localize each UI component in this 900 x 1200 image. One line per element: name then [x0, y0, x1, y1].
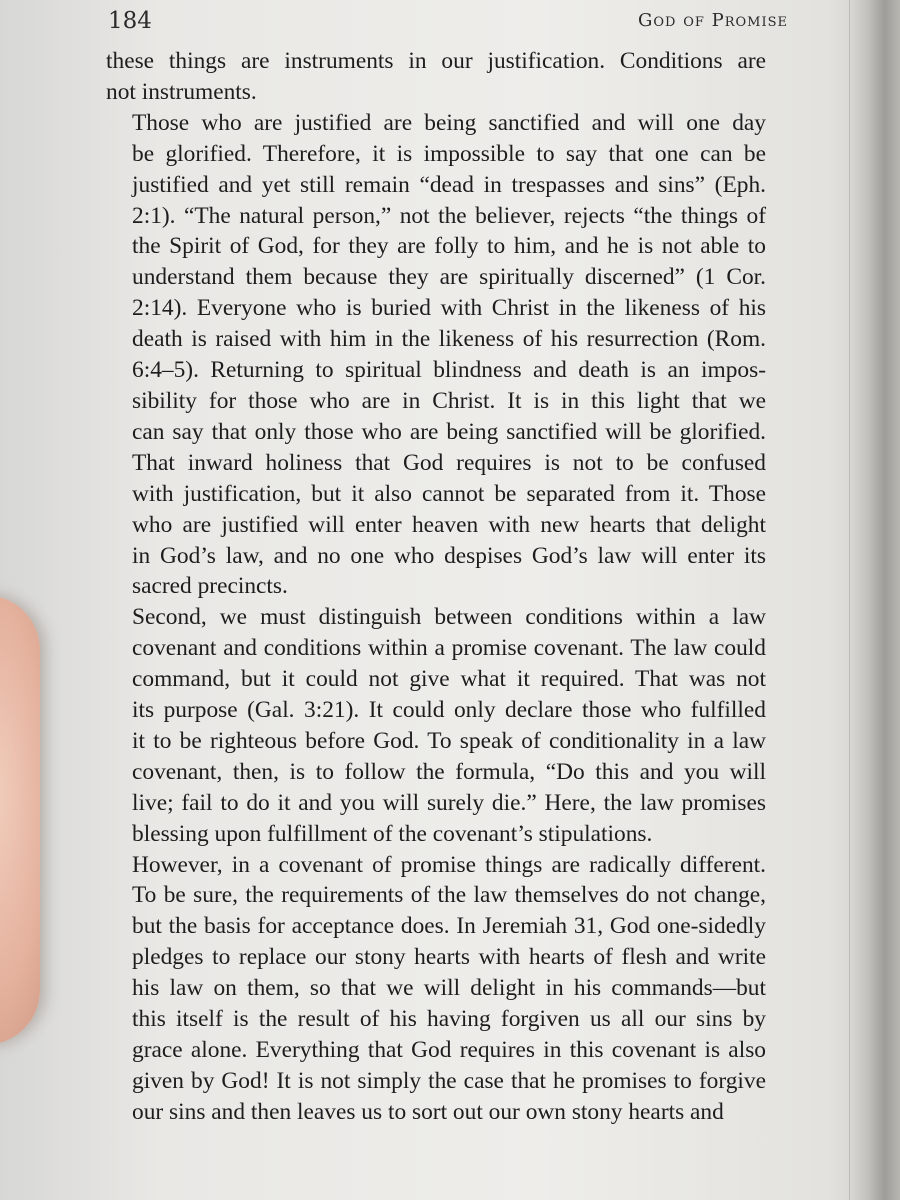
text-line: given by God! It is not simply the case that he promises to forgive	[132, 1067, 766, 1094]
text-line: be glorified. Therefore, it is impossible to say that one can be	[132, 140, 766, 167]
text-line: command, but it could not give what it required. That was not	[132, 666, 766, 693]
page-header	[108, 4, 788, 40]
text-line: sacred precincts.	[132, 573, 288, 600]
text-line: grace alone. Everything that God requires in this covenant is also	[132, 1037, 766, 1063]
text-line: his law on them, so that we will delight in his commands—but	[132, 975, 766, 1002]
text-line: covenant and conditions within a promise covenant. The law could	[132, 635, 766, 662]
text-line: live; fail to do it and you will surely die.” Here, the law promises	[132, 789, 766, 816]
text-line: its purpose (Gal. 3:21). It could only declare those who fulfilled	[132, 697, 766, 724]
text-line: pledges to replace our stony hearts with hearts of flesh and write	[132, 944, 766, 971]
text-line: justified and yet still remain “dead in trespasses and sins” (Eph.	[132, 171, 766, 198]
text-line: not instruments.	[106, 78, 257, 105]
text-line: who are justified will enter heaven with new hearts that delight	[132, 511, 766, 538]
text-line: 2:1). “The natural person,” not the believer, rejects “the things of	[132, 202, 766, 229]
paragraph	[106, 46, 766, 108]
paragraph	[106, 108, 766, 603]
text-line: Those who are justified are being sanctified and will one day	[132, 109, 766, 136]
paragraph	[106, 850, 766, 1128]
text-line: understand them because they are spiritually discerned” (1 Cor.	[132, 264, 766, 291]
text-line: However, in a covenant of promise things are radically different.	[132, 851, 766, 878]
text-line: death is raised with him in the likeness of his resurrection (Rom.	[132, 326, 766, 353]
text-line: this itself is the result of his having forgiven us all our sins by	[132, 1006, 766, 1033]
text-line: the Spirit of God, for they are folly to him, and he is not able to	[132, 233, 766, 260]
text-line: blessing upon fulfillment of the covenant’s stipulations.	[132, 820, 653, 847]
text-line: That inward holiness that God requires is not to be confused	[132, 449, 766, 476]
running-head: God of Promise	[638, 10, 788, 31]
text-line: covenant, then, is to follow the formula, “Do this and you will	[132, 758, 766, 785]
page-number: 184	[108, 8, 152, 34]
thumb-holding-book	[0, 595, 40, 1045]
book-page-edge	[849, 0, 900, 1200]
text-line: with justification, but it also cannot be separated from it. Those	[132, 480, 766, 507]
text-line: can say that only those who are being sanctified will be glorified.	[132, 418, 766, 445]
text-line: 6:4–5). Returning to spiritual blindness and death is an impos-	[132, 357, 766, 384]
text-line: 2:14). Everyone who is buried with Christ in the likeness of his	[132, 295, 766, 322]
text-line: it to be righteous before God. To speak of conditionality in a law	[132, 727, 766, 754]
text-line: these things are instruments in our justification. Conditions are	[106, 48, 766, 74]
text-line: sibility for those who are in Christ. It is in this light that we	[132, 387, 766, 414]
paragraph	[106, 602, 766, 849]
body-text	[106, 46, 766, 1128]
text-line: our sins and then leaves us to sort out our own stony hearts and	[132, 1098, 724, 1125]
text-line: To be sure, the requirements of the law themselves do not change,	[132, 882, 766, 909]
text-line: Second, we must distinguish between conditions within a law	[132, 604, 766, 631]
text-line: but the basis for acceptance does. In Jeremiah 31, God one-sidedly	[132, 913, 766, 940]
text-line: in God’s law, and no one who despises God’s law will enter its	[132, 542, 766, 569]
